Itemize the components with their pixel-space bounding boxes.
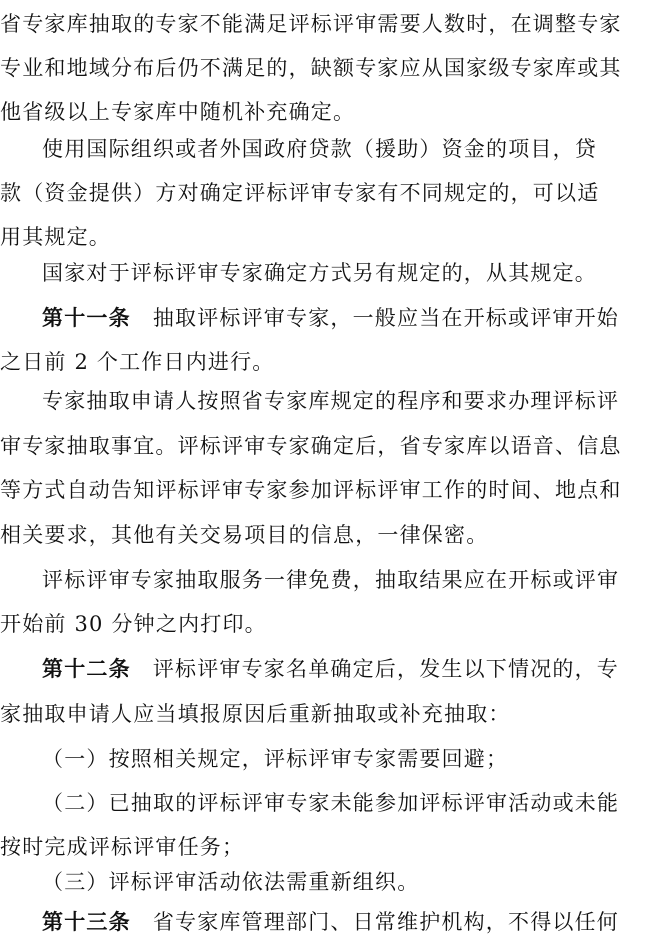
text-line: 按时完成评标评审任务； [0, 835, 245, 859]
text-line: 评标评审专家抽取服务一律免费，抽取结果应在开标或评审 [42, 568, 620, 592]
article-line [0, 647, 650, 691]
article-text: 抽取评标评审专家，一般应当在开标或评审开始 [152, 306, 620, 330]
text-line: （三）评标评审活动依法需重新组织。 [42, 870, 420, 894]
text-line: 专业和地域分布后仍不满足的，缺额专家应从国家级专家库或其 [0, 56, 622, 80]
article-text: 省专家库管理部门、日常维护机构，不得以任何 [152, 910, 620, 934]
text-line: 相关要求，其他有关交易项目的信息，一律保密。 [0, 523, 489, 547]
text-line: （二）已抽取的评标评审专家未能参加评标评审活动或未能 [42, 791, 620, 815]
text-line: 省专家库抽取的专家不能满足评标评审需要人数时，在调整专家 [0, 12, 622, 36]
text-line: （一）按照相关规定，评标评审专家需要回避； [42, 747, 509, 771]
text-line: 用其规定。 [0, 225, 111, 249]
article-line [0, 296, 650, 340]
text-line: 等方式自动告知评标评审专家参加评标评审工作的时间、地点和 [0, 478, 622, 502]
article-line [0, 900, 650, 944]
text-line: 之日前 2 个工作日内进行。 [0, 350, 275, 374]
text-line: 开始前 30 分钟之内打印。 [0, 612, 267, 636]
text-line: 款（资金提供）方对确定评标评审专家有不同规定的，可以适 [0, 181, 600, 205]
article-heading: 第十三条 [42, 909, 131, 934]
text-line: 他省级以上专家库中随机补充确定。 [0, 100, 356, 124]
text-line: 专家抽取申请人按照省专家库规定的程序和要求办理评标评 [42, 389, 620, 413]
article-text: 评标评审专家名单确定后，发生以下情况的，专 [152, 657, 620, 681]
text-line: 家抽取申请人应当填报原因后重新抽取或补充抽取： [0, 702, 511, 726]
article-heading: 第十一条 [42, 305, 131, 330]
text-line: 国家对于评标评审专家确定方式另有规定的，从其规定。 [42, 261, 597, 285]
article-heading: 第十二条 [42, 656, 131, 681]
text-line: 审专家抽取事宜。评标评审专家确定后，省专家库以语音、信息 [0, 434, 622, 458]
text-line: 使用国际组织或者外国政府贷款（援助）资金的项目，贷 [42, 137, 597, 161]
